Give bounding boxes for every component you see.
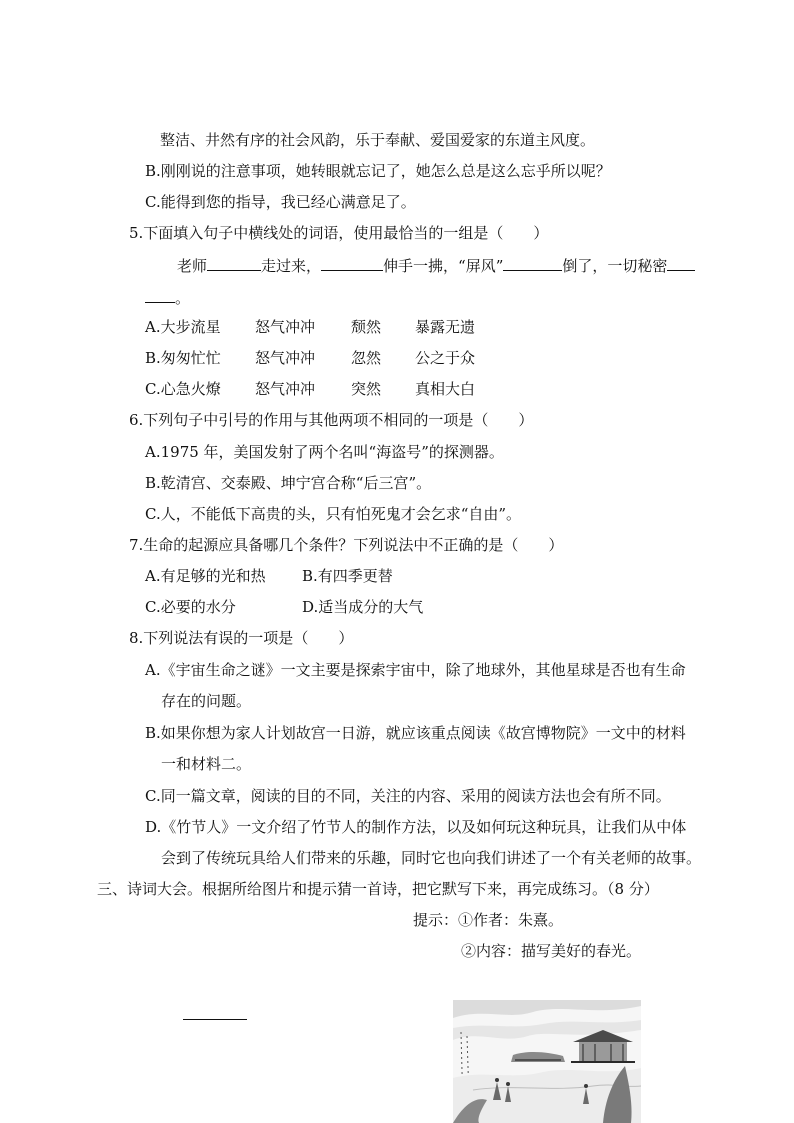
option-word: A.大步流星: [145, 318, 221, 336]
question-8: 8.下列说法有误的一项是（ ）: [129, 629, 354, 647]
question-5-option-b: [145, 348, 475, 368]
question-8-option-b: B.如果你想为家人计划故宫一日游，就应该重点阅读《故宫博物院》一文中的材料: [145, 724, 686, 742]
option-word: 暴露无遗: [415, 318, 476, 336]
landscape-painting-icon: [453, 1000, 641, 1123]
sentence-part: 伸手一拂，“屏风”: [383, 257, 504, 275]
hint-author: 提示：①作者：朱熹。: [413, 911, 564, 929]
line-continuation: 整洁、井然有序的社会风韵，乐于奉献、爱国爱家的东道主风度。: [160, 131, 596, 149]
sentence-part: 老师: [177, 257, 208, 275]
option-word: 真相大白: [415, 380, 476, 398]
sentence-part: 倒了，一切秘密: [562, 257, 668, 275]
question-6-option-b: B.乾清宫、交泰殿、坤宁宫合称“后三宫”。: [145, 474, 432, 492]
option-a: A.有足够的光和热: [145, 567, 266, 585]
question-5-option-c: [145, 379, 475, 399]
hint-content: ②内容：描写美好的春光。: [461, 942, 642, 960]
sentence-part: 。: [175, 289, 191, 307]
question-8-option-d-cont: 会到了传统玩具给人们带来的乐趣，同时它也向我们讲述了一个有关老师的故事。: [161, 849, 702, 867]
question-6: 6.下列句子中引号的作用与其他两项不相同的一项是（ ）: [129, 411, 534, 429]
answer-blank[interactable]: [667, 256, 695, 271]
answer-blank[interactable]: [207, 256, 261, 271]
option-word: 公之于众: [415, 349, 476, 367]
question-8-option-c: C.同一篇文章，阅读的目的不同，关注的内容、采用的阅读方法也会有所不同。: [145, 787, 671, 805]
answer-blank[interactable]: [321, 256, 383, 271]
option-word: 怒气冲冲: [255, 349, 316, 367]
sentence-part: 走过来，: [261, 257, 322, 275]
question-5-sentence: [177, 256, 695, 276]
answer-blank[interactable]: [503, 256, 562, 271]
question-7: 7.生命的起源应具备哪几个条件？下列说法中不正确的是（ ）: [129, 536, 564, 554]
poem-title-blank[interactable]: [183, 1019, 247, 1020]
option-word: B.匆匆忙忙: [145, 349, 221, 367]
question-7-row-1: [145, 566, 393, 586]
answer-blank[interactable]: [145, 288, 175, 303]
question-6-option-c: C.人，不能低下高贵的头，只有怕死鬼才会乞求“自由”。: [145, 505, 522, 523]
option-word: 忽然: [351, 349, 382, 367]
option-word: 怒气冲冲: [255, 380, 316, 398]
question-6-option-a: A.1975 年，美国发射了两个名叫“海盗号”的探测器。: [145, 443, 504, 461]
question-8-option-b-cont: 一和材料二。: [161, 755, 252, 773]
question-8-option-d: D.《竹节人》一文介绍了竹节人的制作方法，以及如何玩这种玩具，让我们从中体: [145, 818, 687, 836]
option-word: C.心急火燎: [145, 380, 221, 398]
question-5: 5.下面填入句子中横线处的词语，使用最恰当的一组是（ ）: [129, 224, 549, 242]
option-word: 怒气冲冲: [255, 318, 316, 336]
option-word: 颓然: [351, 318, 382, 336]
option-b: B.有四季更替: [302, 567, 393, 585]
section-3-heading: 三、诗词大会。根据所给图片和提示猜一首诗，把它默写下来，再完成练习。（8 分）: [97, 880, 659, 898]
option-b: B.刚刚说的注意事项，她转眼就忘记了，她怎么总是这么忘乎所以呢？: [145, 162, 611, 180]
option-c: C.必要的水分: [145, 598, 236, 616]
option-d: D.适当成分的大气: [302, 598, 424, 616]
question-8-option-a: A.《宇宙生命之谜》一文主要是探索宇宙中，除了地球外，其他星球是否也有生命: [145, 661, 686, 679]
question-5-option-a: [145, 317, 475, 337]
option-word: 突然: [351, 380, 382, 398]
question-7-row-2: [145, 597, 423, 617]
option-c: C.能得到您的指导，我已经心满意足了。: [145, 193, 416, 211]
question-8-option-a-cont: 存在的问题。: [161, 692, 252, 710]
question-5-sentence-end: [145, 288, 190, 308]
